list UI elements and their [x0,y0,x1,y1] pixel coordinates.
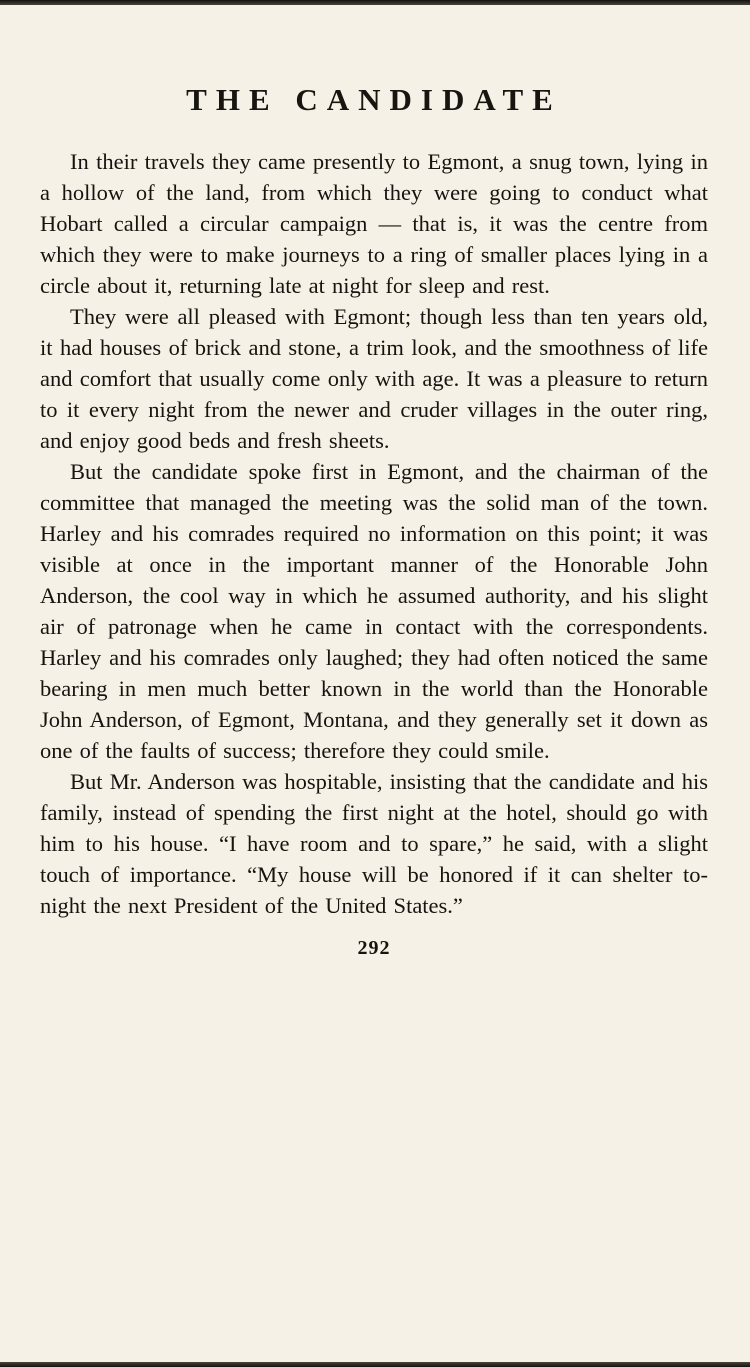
paragraph: They were all pleased with Egmont; though less than ten years old, it had houses of brick and stone, a trim look, and the smoothness of life and comfort that usually come only with age. It was a pleasure to return to it every night from the newer and cruder villages in the outer ring, and enjoy good beds and fresh sheets. [40,304,708,453]
paragraph: But Mr. Anderson was hospitable, insisting that the candidate and his family, instead of spending the first night at the hotel, should go with him to his house. “I have room and to spare,” he said, with a slight touch of importance. “My house will be honored if it can shelter to-night the next President of the United States.” [40,769,708,918]
paragraph: But the candidate spoke first in Egmont, and the chairman of the committee that managed the meeting was the solid man of the town. Harley and his comrades required no information on this point; it was visible at once in the important manner of the Honorable John Anderson, the cool way in which he assumed authority, and his slight air of patronage when he came in contact with the correspondents. Harley and his comrades only laughed; they had often noticed the same bearing in men much better known in the world than the Honorable John Anderson, of Egmont, Montana, and they generally set it down as one of the faults of success; therefore they could smile. [40,459,708,763]
paragraph: In their travels they came presently to Egmont, a snug town, lying in a hollow of the land, from which they were going to conduct what Hobart called a circular campaign — that is, it was the centre from which they were to make journeys to a ring of smaller places lying in a circle about it, returning late at night for sleep and rest. [40,149,708,298]
scan-edge-top [0,0,750,5]
scan-edge-bottom [0,1362,750,1367]
page-title: THE CANDIDATE [186,82,562,117]
body-text [40,146,708,921]
page-number: 292 [357,937,391,959]
